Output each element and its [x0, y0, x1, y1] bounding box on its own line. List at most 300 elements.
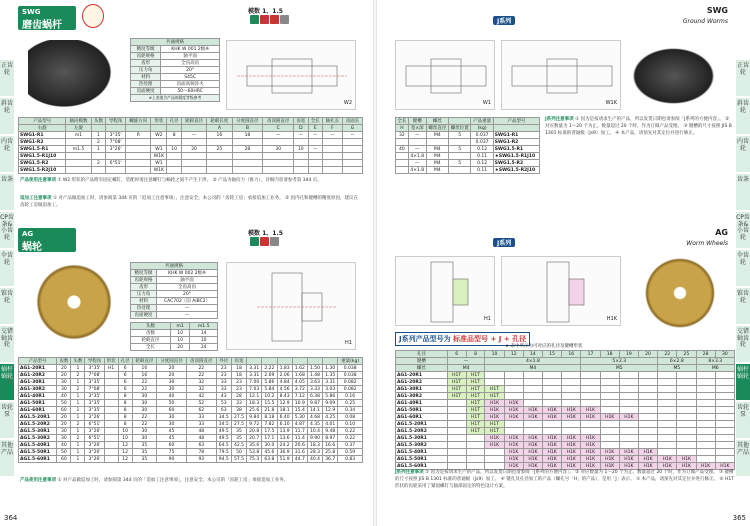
table-cell: 35.6 — [247, 442, 262, 449]
module-cell: 齿数 — [131, 330, 171, 337]
table-cell: 63 — [186, 442, 216, 449]
table-row — [396, 167, 540, 174]
grid-product-code: AG1.5-60R1 — [396, 463, 448, 470]
table-cell — [66, 153, 91, 160]
product-code: AG1-60R1 — [19, 407, 57, 414]
kw-sub-cell: 螺丝位置 — [449, 125, 471, 132]
table-cell: 18 — [231, 372, 246, 379]
spec-row — [131, 312, 218, 319]
table-cell: 1 — [91, 146, 105, 153]
grid-product-code: AG1-20R1 — [396, 372, 448, 379]
table-cell: 0.22 — [338, 435, 363, 442]
table-cell — [323, 153, 343, 160]
table-cell: 0.11 — [471, 153, 493, 160]
grid-cell — [696, 435, 715, 442]
table-cell — [207, 160, 232, 167]
table-cell: 10 — [167, 146, 181, 153]
product-code: AG1-20R2 — [19, 372, 57, 379]
j-note-text: ① 因为是按请求生产的产品，所以发货日期也请参阅「J系列的方便内容」。 ② 对应数量为 1～20 个为止。数量超过 20 个时，作为订做产品受理。 ③ 键槽的尺寸按照 JIS B 1301 标准的普通级（Js9）加工。 ④ 本产品，请预先对其定位并进行修正。 — [545, 117, 732, 136]
swg-note2-text: ① 对产品做追加工时，请参阅第 344 页的「追加工注意事项」，注意安全。本公司的「齿轮工房」承接追加工业务。 ② 因内孔和键槽的精度原因，建议在齿轮工房做追加工。 — [20, 196, 358, 208]
table-cell: — — [263, 132, 294, 139]
table-cell: 23 — [216, 372, 231, 379]
spec-value: KHK W 002 2级※ — [157, 270, 218, 277]
table-cell: 30 — [263, 146, 294, 153]
side-tab[interactable]: 伞齿轮 — [736, 250, 750, 286]
table-cell: 36.7 — [323, 456, 338, 463]
ag-header-cell: 产品型号 — [19, 358, 57, 365]
side-tab[interactable]: 蜗杆蜗轮 — [736, 364, 750, 400]
table-cell: 40 — [57, 393, 71, 400]
table-cell — [104, 407, 118, 414]
recycle-icon — [280, 15, 289, 24]
side-tab[interactable]: 其他产品 — [736, 440, 750, 476]
grid-cell: H1T — [485, 421, 504, 428]
product-code: AG1.5-30R1 — [19, 428, 57, 435]
table-cell — [232, 139, 263, 146]
swg-sub-cell: E — [308, 125, 322, 132]
ag-header-cell: 轮毂直径 — [132, 358, 157, 365]
table-cell — [263, 153, 294, 160]
grid-cell — [658, 442, 677, 449]
table-cell: 75 — [157, 449, 187, 456]
grid-cell — [504, 428, 523, 435]
table-cell: 93 — [186, 456, 216, 463]
table-cell: 0.082 — [338, 379, 363, 386]
side-tab[interactable]: 齿轮泵 — [0, 402, 14, 438]
product-code: AG1.5-20R2 — [19, 421, 57, 428]
side-tab[interactable]: 齿条 — [736, 174, 750, 210]
table-cell: 6°51' — [106, 160, 126, 167]
swg-sub-cell — [151, 125, 167, 132]
table-cell: 18 — [232, 132, 263, 139]
side-tab[interactable]: 交错轴齿轮 — [0, 326, 14, 362]
side-tab[interactable]: 齿轮泵 — [736, 402, 750, 438]
grid-cell — [696, 449, 715, 456]
grid-cell — [447, 463, 466, 470]
table-row — [19, 421, 363, 428]
ag-header-cell: 齿宽 — [231, 358, 246, 365]
spec-value: — — [157, 312, 218, 319]
side-tab[interactable]: 伞齿轮 — [0, 250, 14, 286]
side-tab[interactable]: 内齿轮 — [0, 136, 14, 172]
table-cell: 9.87 — [307, 400, 322, 407]
j-series-badge: J系列 — [493, 16, 515, 25]
table-cell: 30 — [157, 386, 187, 393]
swg-feature-icons — [250, 15, 290, 25]
table-cell: 7.82 — [262, 421, 277, 428]
grid-cell — [677, 421, 696, 428]
grid-cell: H1K — [523, 442, 542, 449]
grid-cell: H1K — [504, 414, 523, 421]
table-row — [19, 146, 363, 153]
grid-key: 4×1.8 — [485, 358, 581, 365]
grid-cell: H1T — [466, 400, 485, 407]
grid-cell: H1K — [600, 456, 619, 463]
spec-value: 轴平面 — [161, 53, 220, 60]
grid-bore: 30 — [715, 351, 734, 358]
swg-dimension-table — [18, 117, 363, 174]
swg-sub-row — [19, 125, 363, 132]
spec-title-row — [131, 39, 220, 46]
table-cell: 6.10 — [277, 421, 292, 428]
grid-cell — [600, 400, 619, 407]
table-cell — [232, 160, 263, 167]
table-row — [19, 379, 363, 386]
table-cell: 1 — [71, 428, 85, 435]
kw-header-cell: 产品型号 — [493, 118, 539, 125]
table-row — [396, 160, 540, 167]
table-cell: 9.09 — [323, 400, 338, 407]
product-code: SWG1.5-R2J10 — [19, 167, 66, 174]
grid-cell — [638, 386, 657, 393]
grid-cell: H1K — [562, 456, 581, 463]
table-cell: 21.8 — [262, 407, 277, 414]
grid-cell — [619, 428, 638, 435]
grid-cell: H1K — [543, 449, 562, 456]
side-tab[interactable]: 斜齿轮 — [0, 98, 14, 134]
table-row — [396, 146, 540, 153]
grid-cell — [543, 421, 562, 428]
table-cell: 3°26' — [85, 456, 104, 463]
table-cell — [308, 139, 322, 146]
table-cell: 5 — [449, 146, 471, 153]
table-cell: 15.4 — [292, 407, 307, 414]
table-cell — [104, 421, 118, 428]
table-cell: 8 — [118, 421, 132, 428]
grid-cell — [638, 400, 657, 407]
grid-cell — [696, 379, 715, 386]
grid-cell: H1K — [504, 407, 523, 414]
product-code: SWG1.5-R1 — [493, 146, 539, 153]
product-code: AG1.5-60R1 — [19, 456, 57, 463]
product-code: AG1-30R1 — [19, 379, 57, 386]
spec-foot-row — [131, 95, 220, 102]
grid-cell — [543, 428, 562, 435]
table-cell: 1 — [71, 379, 85, 386]
spec-row — [131, 284, 218, 291]
table-cell: 6°51' — [85, 435, 104, 442]
grid-cell — [562, 428, 581, 435]
module-cell: 全长 — [131, 344, 171, 351]
swg-note2-title: 追加工注意事项 — [20, 196, 52, 201]
table-cell — [181, 160, 206, 167]
table-cell: 22 — [186, 372, 216, 379]
side-tab[interactable]: 交错轴齿轮 — [736, 326, 750, 362]
grid-cell — [485, 372, 504, 379]
table-row — [19, 428, 363, 435]
table-cell: 0.83 — [338, 456, 363, 463]
grid-key: 8×3.3 — [696, 358, 734, 365]
spec-key: 齿轮规格 — [131, 277, 157, 284]
table-cell: 12.9 — [323, 407, 338, 414]
table-cell — [263, 139, 294, 146]
side-tab[interactable]: CP齿条&小齿轮 — [0, 212, 14, 248]
table-cell — [396, 160, 409, 167]
grid-cell: H1K — [638, 463, 657, 470]
table-cell: 33 — [216, 379, 231, 386]
table-cell: 90 — [157, 456, 187, 463]
grid-cell — [715, 386, 734, 393]
spec-value: 全齿高齿 — [161, 60, 220, 67]
table-row — [396, 153, 540, 160]
table-cell: 1.50 — [307, 365, 322, 372]
table-cell — [151, 139, 167, 146]
table-cell — [181, 153, 206, 160]
grid-cell — [619, 442, 638, 449]
table-cell: 9.48 — [323, 428, 338, 435]
table-cell: — — [308, 146, 322, 153]
bottom-note — [395, 470, 735, 490]
spec-row — [131, 270, 218, 277]
table-cell: 4.25 — [323, 414, 338, 421]
table-cell: 13.9 — [277, 428, 292, 435]
grid-key-label: 键槽 — [396, 358, 448, 365]
table-cell: 43 — [216, 393, 231, 400]
spec-row — [131, 46, 220, 53]
ag-photo — [30, 262, 118, 342]
spec-key: 热处理 — [131, 305, 157, 312]
table-cell: 20 — [157, 365, 187, 372]
table-cell: — — [408, 160, 426, 167]
grid-cell — [523, 400, 542, 407]
side-tab[interactable]: 齿条 — [0, 174, 14, 210]
table-cell: 49.5 — [216, 435, 231, 442]
grid-cell: H1T — [466, 372, 485, 379]
grid-cell: H1K — [658, 456, 677, 463]
table-cell: 0.59 — [338, 449, 363, 456]
mascot-icon — [82, 4, 104, 28]
spec-row — [131, 67, 220, 74]
table-cell: 20 — [181, 146, 206, 153]
grid-cell: H1K — [619, 456, 638, 463]
grid-row — [396, 428, 735, 435]
swg-header-cell: 螺旋方向 — [126, 118, 151, 125]
grid-cell — [581, 400, 600, 407]
grid-cell — [504, 379, 523, 386]
side-tab[interactable]: CP齿条&小齿轮 — [736, 212, 750, 248]
ground-icon — [250, 15, 259, 24]
table-cell: 50 — [57, 400, 71, 407]
grid-cell — [677, 393, 696, 400]
table-cell — [294, 160, 308, 167]
ag-header-cell: 外径 — [216, 358, 231, 365]
table-cell: 5.86 — [323, 393, 338, 400]
table-cell: 27.5 — [231, 421, 246, 428]
grid-cell: H1K — [658, 463, 677, 470]
grid-cell: H1K — [581, 407, 600, 414]
grid-cell: H1K — [485, 435, 504, 442]
table-cell — [104, 442, 118, 449]
table-cell: 16 — [207, 132, 232, 139]
table-cell: 4.84 — [277, 379, 292, 386]
table-cell: — — [294, 132, 308, 139]
swg-header-cell: 轮毂直径 — [181, 118, 206, 125]
side-tab[interactable]: 蜗杆蜗轮 — [0, 364, 14, 400]
side-tab[interactable]: 锥齿轮 — [736, 288, 750, 324]
grid-row — [396, 442, 735, 449]
grid-cell — [485, 456, 504, 463]
table-cell: 35 — [132, 449, 157, 456]
table-cell — [449, 153, 471, 160]
ag-feature-icons — [250, 237, 280, 247]
table-cell — [426, 139, 448, 146]
module-cell: 14 — [190, 330, 218, 337]
table-cell — [342, 139, 362, 146]
table-cell: 25.8 — [323, 449, 338, 456]
side-tab[interactable]: 斜齿轮 — [736, 98, 750, 134]
module-row — [131, 344, 218, 351]
ag-header-cell: 重量(kg) — [338, 358, 363, 365]
right-page — [375, 0, 750, 526]
table-cell: 1 — [71, 400, 85, 407]
swg-header-cell: 形状 — [151, 118, 167, 125]
ag-header-cell — [292, 358, 307, 365]
grid-product-code: AG1.5-50R1 — [396, 456, 448, 463]
side-tab[interactable]: 锥齿轮 — [0, 288, 14, 324]
table-cell: 3°35' — [106, 132, 126, 139]
table-cell: 5.86 — [262, 379, 277, 386]
grid-cell — [696, 456, 715, 463]
grid-cell — [677, 435, 696, 442]
table-cell: 3.72 — [292, 386, 307, 393]
material-icon — [270, 15, 279, 24]
table-cell: M4 — [426, 132, 448, 139]
grid-bore-label: 孔径 — [396, 351, 448, 358]
table-cell: 2 — [71, 421, 85, 428]
grid-cell: H1K — [562, 414, 581, 421]
grid-cell: H1K — [504, 449, 523, 456]
module-cell: 24 — [190, 344, 218, 351]
table-cell: 18 — [231, 365, 246, 372]
module-cell: 10 — [190, 337, 218, 344]
grid-cell — [619, 435, 638, 442]
table-cell: M4 — [426, 160, 448, 167]
grid-row — [396, 414, 735, 421]
table-cell: 9.90 — [307, 435, 322, 442]
table-cell — [294, 167, 308, 174]
table-cell — [104, 393, 118, 400]
spec-row — [131, 53, 220, 60]
spec-key: 齿形 — [131, 60, 161, 67]
table-cell — [207, 153, 232, 160]
table-cell: 22 — [132, 421, 157, 428]
table-cell: 27.5 — [231, 414, 246, 421]
table-cell: 0.12 — [471, 146, 493, 153]
grid-cell — [543, 400, 562, 407]
table-cell: 3.31 — [247, 365, 262, 372]
table-cell: 1 — [71, 449, 85, 456]
table-cell — [396, 153, 409, 160]
grid-screw: M4 — [447, 365, 485, 372]
table-cell: 3.31 — [323, 379, 338, 386]
grid-cell — [562, 372, 581, 379]
grid-cell — [638, 393, 657, 400]
ag-usage-note — [20, 478, 360, 485]
table-cell — [308, 160, 322, 167]
table-cell: 23 — [231, 379, 246, 386]
spec-value: — — [157, 305, 218, 312]
kw-sub-row — [396, 125, 540, 132]
grid-cell — [658, 400, 677, 407]
grid-cell — [677, 414, 696, 421]
table-cell — [66, 167, 91, 174]
product-code: SWG1-R2 — [493, 139, 539, 146]
table-cell: 0.038 — [338, 372, 363, 379]
grid-cell — [600, 407, 619, 414]
table-cell: 60 — [57, 407, 71, 414]
table-cell: 6.40 — [277, 414, 292, 421]
grid-cell — [543, 372, 562, 379]
table-cell — [104, 372, 118, 379]
table-cell — [181, 139, 206, 146]
grid-cell — [581, 379, 600, 386]
grid-cell: H1K — [523, 449, 542, 456]
grid-row — [396, 449, 735, 456]
table-cell: 8 — [118, 407, 132, 414]
table-cell: 12 — [118, 456, 132, 463]
ag-header-badge — [18, 228, 76, 252]
table-cell: 45.6 — [262, 449, 277, 456]
spec-foot: ※上表值为产品的精度等级参考 — [131, 95, 220, 102]
table-cell: m1 — [66, 132, 91, 139]
table-row — [19, 139, 363, 146]
side-tab[interactable]: 正齿轮 — [736, 60, 750, 96]
grid-cell: H1K — [543, 463, 562, 470]
spec-title: 共通规格 — [131, 263, 218, 270]
swg-en-sub: Ground Worms — [682, 18, 728, 25]
table-cell: 13.6 — [277, 435, 292, 442]
table-cell: 1 — [71, 365, 85, 372]
side-tab[interactable]: 内齿轮 — [736, 136, 750, 172]
table-cell: 9.72 — [247, 421, 262, 428]
kw-header-cell: 螺丝 — [426, 118, 448, 125]
swg-header-badge — [18, 6, 76, 30]
kw-header-cell: 全长 — [397, 119, 407, 124]
table-cell: 42.5 — [231, 442, 246, 449]
grid-cell: H1K — [562, 463, 581, 470]
table-cell: 4×1.8 — [408, 167, 426, 174]
grid-product-code: AG1.5-40R1 — [396, 449, 448, 456]
grid-cell: H1K — [523, 407, 542, 414]
table-cell — [106, 167, 126, 174]
ag-name: 蜗轮 — [22, 242, 42, 253]
grid-cell: H1K — [562, 435, 581, 442]
side-tab[interactable]: 正齿轮 — [0, 60, 14, 96]
swg-sub-cell: 左旋 — [66, 125, 91, 132]
table-cell: 42 — [186, 393, 216, 400]
grid-cell — [715, 407, 734, 414]
kw-sub-cell — [493, 125, 539, 132]
grid-cell: H1T — [466, 379, 485, 386]
module-cell: 头数 — [131, 323, 171, 330]
module-row — [131, 323, 218, 330]
table-cell — [66, 139, 91, 146]
grid-cell — [658, 421, 677, 428]
module-row — [131, 337, 218, 344]
table-cell: 18.3 — [247, 400, 262, 407]
table-cell: W2 — [151, 132, 167, 139]
side-tab[interactable]: 其他产品 — [0, 440, 14, 476]
swg-sub-cell — [106, 125, 126, 132]
grid-cell — [504, 386, 523, 393]
spec-key: 热处理 — [131, 81, 161, 88]
table-cell — [126, 167, 151, 174]
grid-cell — [581, 393, 600, 400]
table-cell: 2 — [91, 139, 105, 146]
table-row — [19, 393, 363, 400]
grid-cell: H1T — [447, 386, 466, 393]
grid-cell: H1T — [466, 414, 485, 421]
